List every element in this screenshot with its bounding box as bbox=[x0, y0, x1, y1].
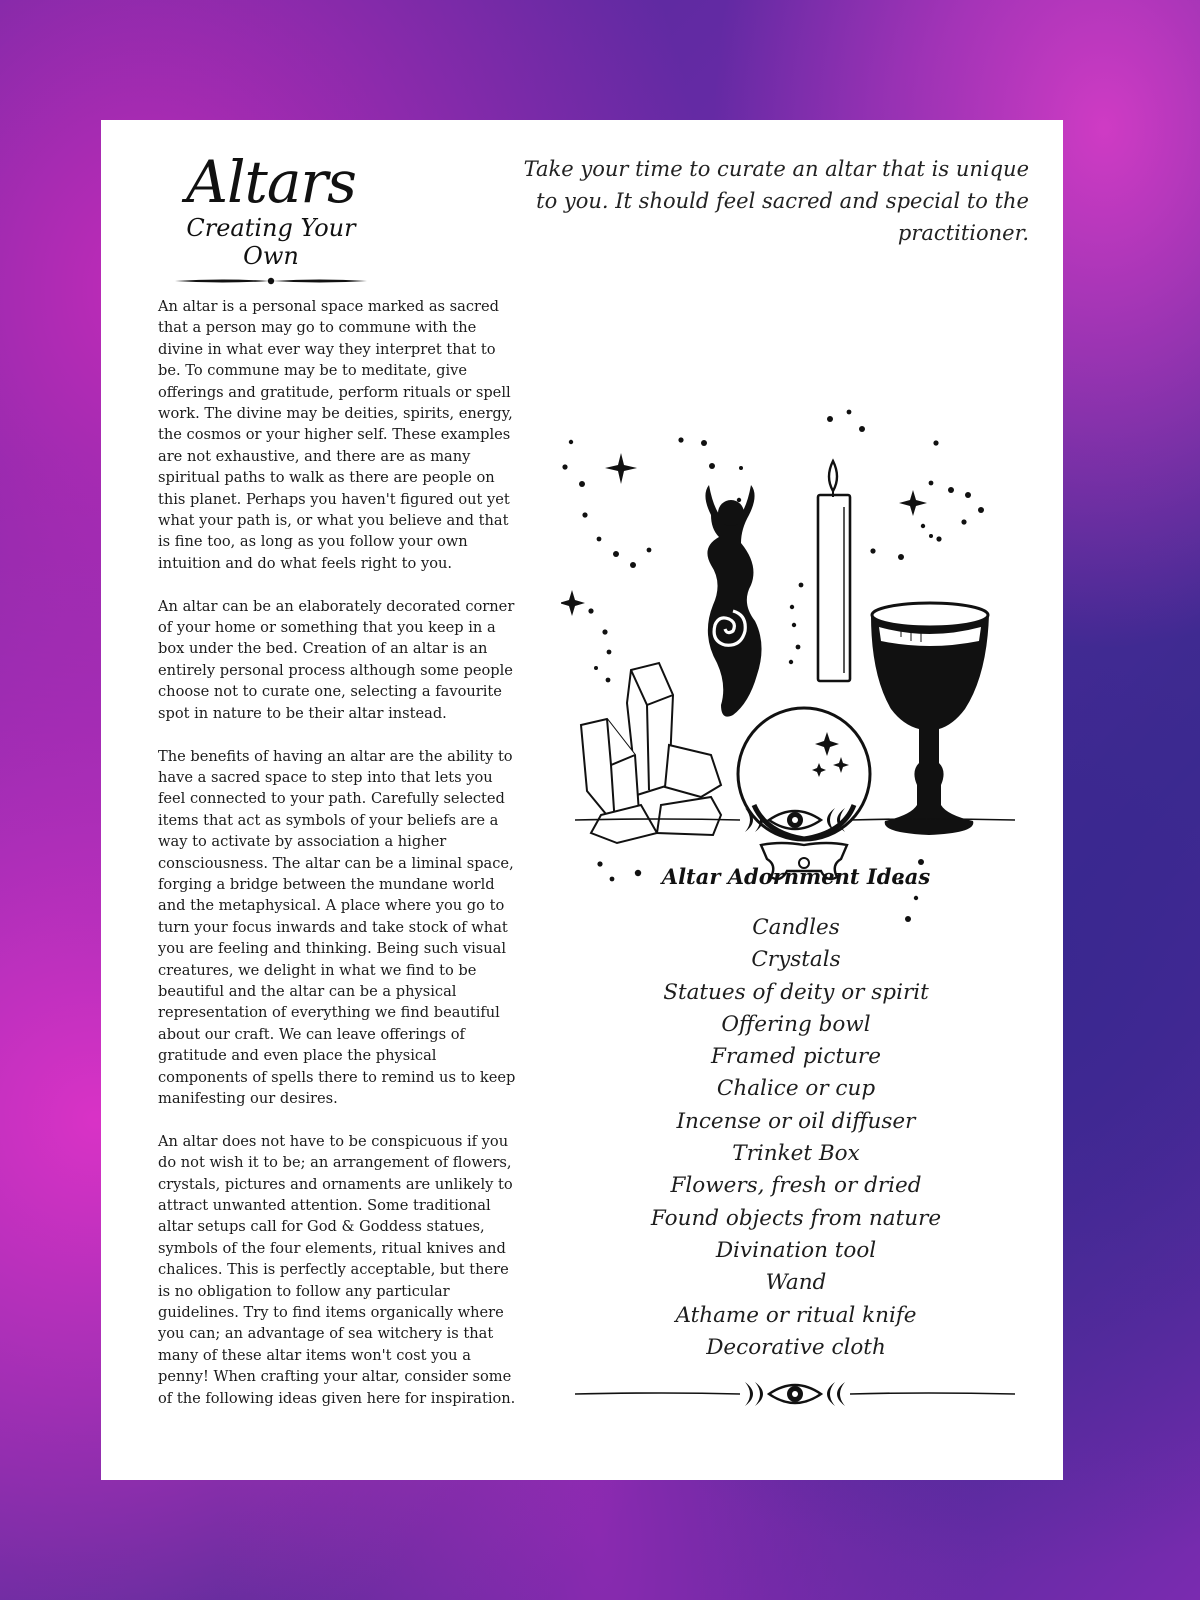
page-sheet bbox=[101, 120, 1063, 1480]
adornment-item: Flowers, fresh or dried bbox=[670, 1173, 922, 1199]
eye-divider-icon bbox=[575, 800, 1015, 840]
body-text bbox=[158, 296, 518, 1430]
eye-divider-bottom-icon bbox=[575, 1374, 1015, 1414]
body-paragraph: The benefits of having an altar are the ability to have a sacred space to step into that lets you feel connected to your path. Carefully selected items that act as symbols of your beliefs are a way to activate by association a higher consciousness. The altar can be a liminal space, forging a bridge between the mundane world and the metaphysical. A place where you go to turn your focus inwards and take stock of what you are feeling and thinking. Being such visual creatures, we delight in what we find to be beautiful and the altar can be a physical representation of everything we find beautiful about our craft. We can leave offerings of gratitude and even place the physical components of spells there to remind us to keep manifesting our desires. bbox=[158, 747, 516, 1107]
candle-icon bbox=[818, 461, 850, 681]
body-paragraph: An altar does not have to be conspicuous if you do not wish it to be; an arrangement of flowers, crystals, pictures and ornaments are unlikely to attract unwanted attention. Some traditional altar setups call for God & Goddess statues, symbols of the four elements, ritual knives and chalices. This is perfectly acceptable, but there is no obligation to follow any particular guidelines. Try to find items organically where you can; an advantage of sea witchery is that many of these altar items won't cost you a penny! When crafting your altar, consider some of the following ideas given here for inspiration. bbox=[158, 1132, 516, 1407]
page-subtitle: Creating Your Own bbox=[186, 214, 356, 270]
adornment-item: Framed picture bbox=[711, 1044, 881, 1070]
adornment-item: Offering bowl bbox=[721, 1011, 871, 1037]
adornment-item: Divination tool bbox=[715, 1237, 877, 1263]
adornment-title: Altar Adornment Ideas bbox=[661, 864, 931, 889]
adornment-item: Chalice or cup bbox=[716, 1076, 876, 1102]
body-paragraph: An altar can be an elaborately decorated corner of your home or something that you keep in a box under the bed. Creation of an altar is an entirely personal process although some people choose not to curate one, selecting a favourite spot in nature to be their altar instead. bbox=[158, 597, 515, 722]
body-paragraph: An altar is a personal space marked as sacred that a person may go to commune with the divine in what ever way they interpret that to be. To commune may be to meditate, give offerings and gratitude, perform rituals or spell work. The divine may be deities, spirits, energy, the cosmos or your higher self. These examples are not exhaustive, and there are as many spiritual paths to walk as there are people on this planet. Perhaps you haven't figured out yet what your path is, or what you believe and that is fine too, as long as you follow your own intuition and do what feels right to you. bbox=[158, 298, 513, 572]
adornment-item: Trinket Box bbox=[732, 1141, 860, 1167]
adornment-item: Decorative cloth bbox=[706, 1334, 886, 1360]
adornment-item: Candles bbox=[752, 915, 840, 940]
adornment-item: Statues of deity or spirit bbox=[663, 979, 929, 1005]
adornment-item: Athame or ritual knife bbox=[675, 1302, 917, 1328]
intro-quote: Take your time to curate an altar that is unique to you. It should feel sacred and special to the practitioner. bbox=[523, 157, 1029, 245]
adornment-item: Crystals bbox=[751, 947, 841, 973]
adornment-item: Incense or oil diffuser bbox=[676, 1108, 916, 1134]
title-flourish-icon bbox=[173, 276, 369, 286]
adornment-item: Found objects from nature bbox=[650, 1205, 942, 1231]
title-block bbox=[171, 150, 371, 286]
crystal-ball-icon bbox=[738, 708, 870, 879]
page-title: Altars bbox=[186, 148, 356, 216]
adornment-list bbox=[581, 912, 1011, 1364]
goddess-statue-icon bbox=[705, 485, 761, 717]
adornment-item: Wand bbox=[765, 1270, 827, 1296]
